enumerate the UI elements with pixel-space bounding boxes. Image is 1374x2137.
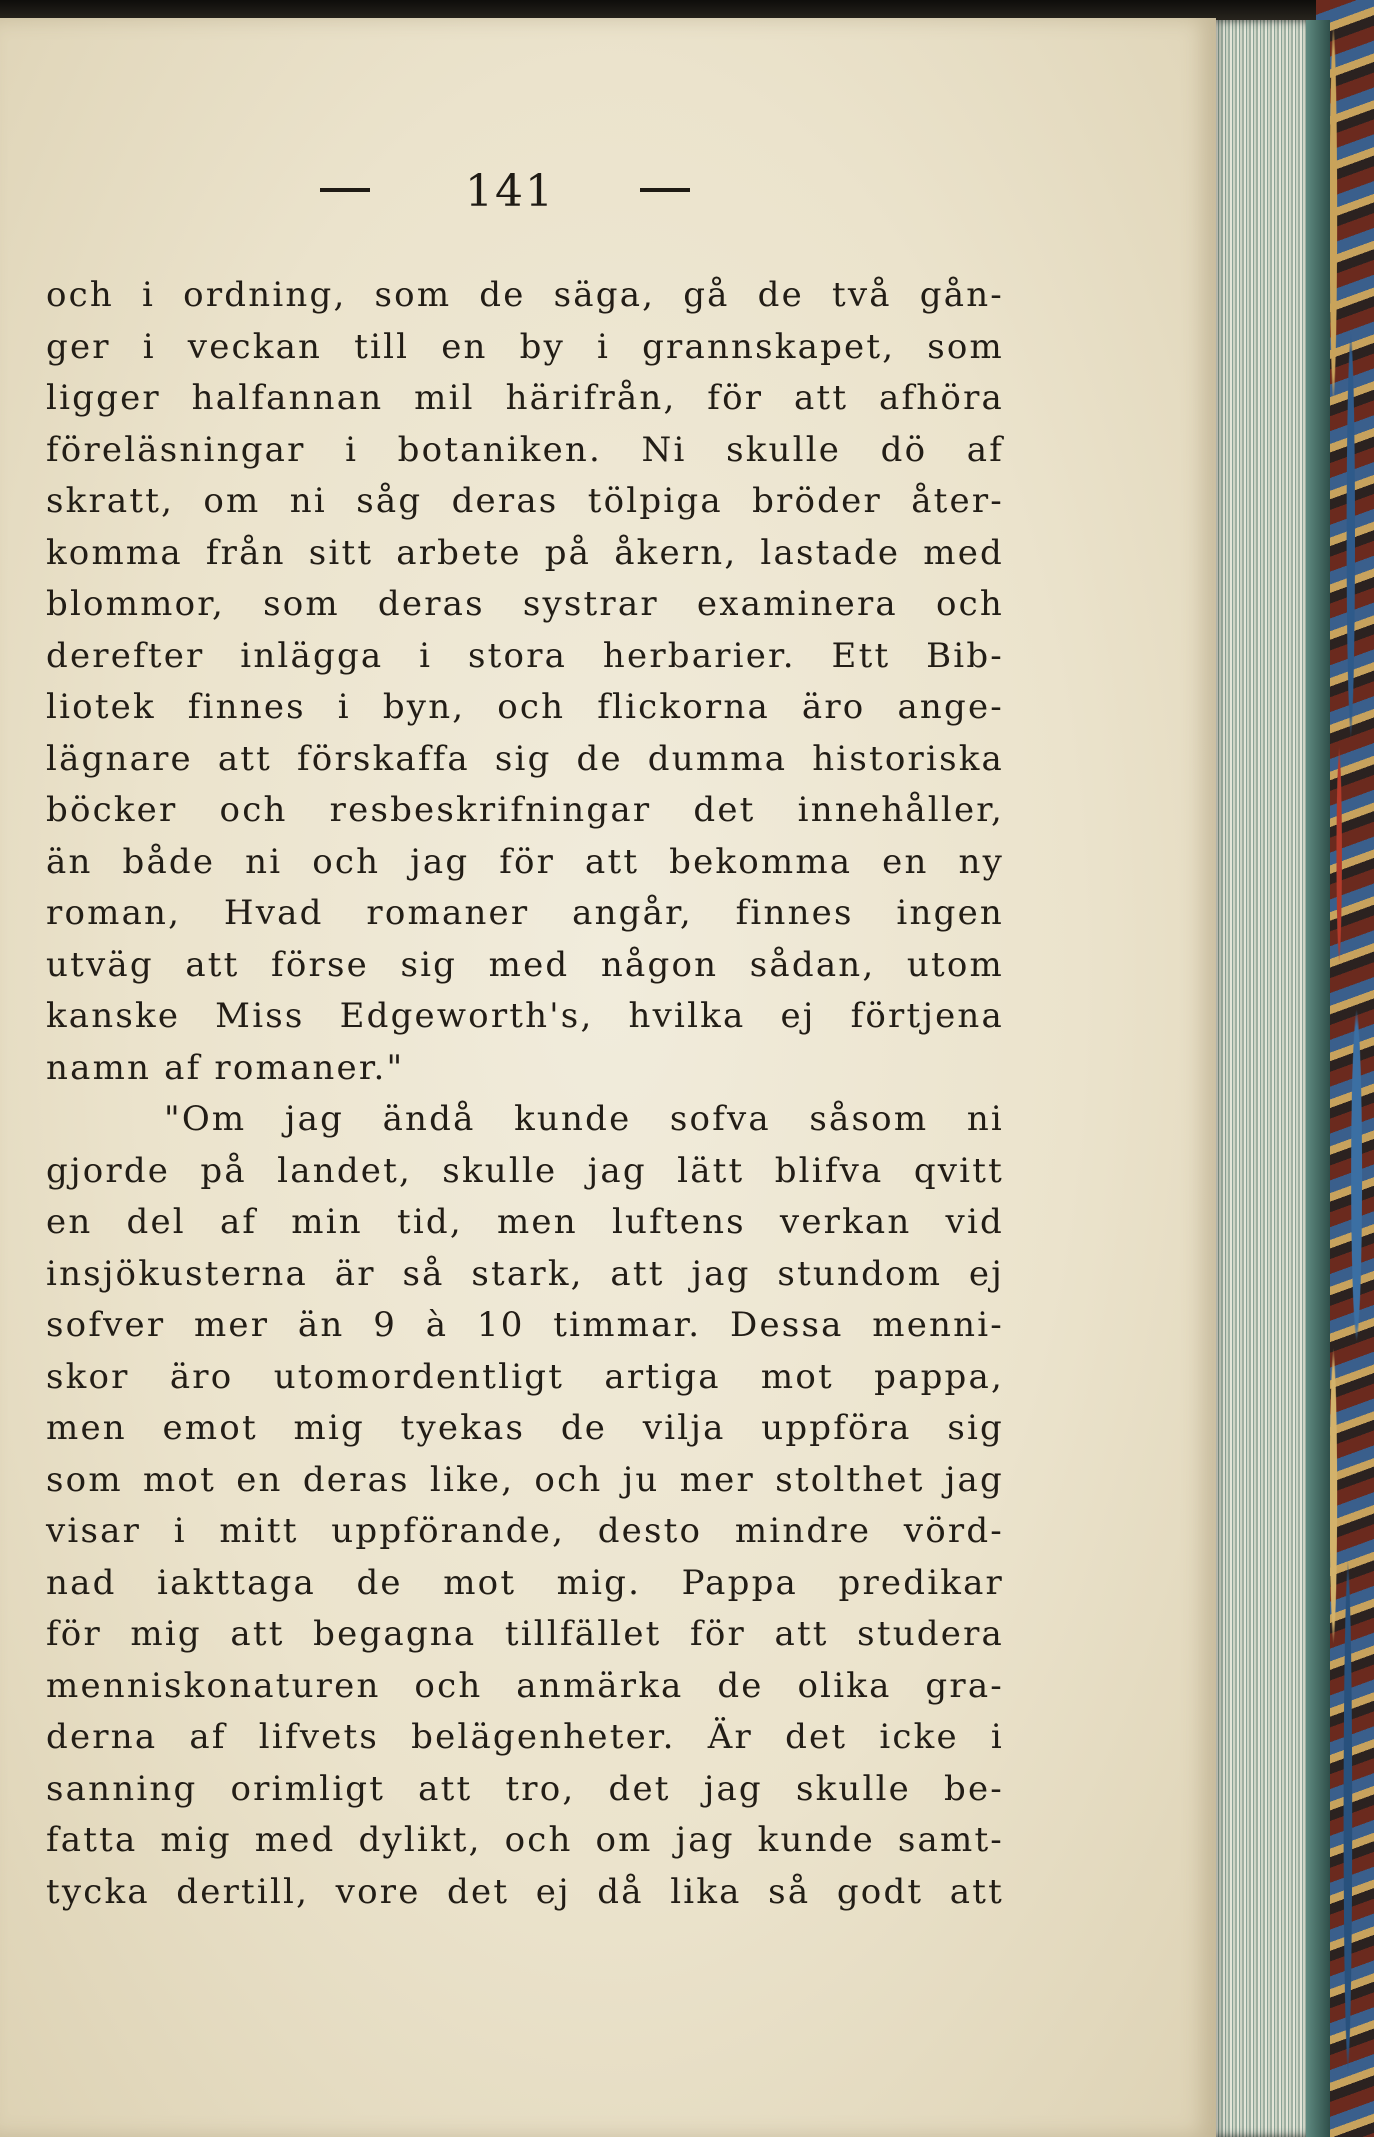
text-line: menniskonaturen och anmärka de olika gra- bbox=[46, 1665, 1004, 1706]
text-line: tycka dertill, vore det ej då lika så godt att bbox=[46, 1871, 1004, 1912]
text-line: liotek finnes i byn, och flickorna äro ange- bbox=[46, 687, 1004, 727]
text-line: blommor, som deras systrar examinera och bbox=[46, 584, 1004, 624]
text-line: nad iakttaga de mot mig. Pappa predikar bbox=[46, 1562, 1004, 1603]
text-line: föreläsningar i botaniken. Ni skulle dö af bbox=[46, 429, 1004, 470]
text-line: lägnare att förskaffa sig de dumma historiska bbox=[46, 738, 1004, 779]
text-line: visar i mitt uppförande, desto mindre vörd- bbox=[46, 1511, 1004, 1551]
header-dash-left bbox=[320, 188, 370, 192]
text-line: för mig att begagna tillfället för att studera bbox=[46, 1614, 1004, 1654]
text-line: och i ordning, som de säga, gå de två gån- bbox=[46, 275, 1004, 315]
text-line: gjorde på landet, skulle jag lätt blifva qvitt bbox=[46, 1150, 1004, 1191]
text-line: derna af lifvets belägenheter. Är det icke i bbox=[46, 1717, 1004, 1757]
text-line: sofver mer än 9 à 10 timmar. Dessa menni- bbox=[46, 1305, 1004, 1345]
text-line: komma från sitt arbete på åkern, lastade med bbox=[46, 532, 1004, 573]
text-line: ger i veckan till en by i grannskapet, som bbox=[46, 326, 1004, 367]
text-line: namn af romaner." bbox=[46, 1047, 405, 1088]
text-line: derefter inlägga i stora herbarier. Ett Bib- bbox=[46, 635, 1004, 676]
text-line: "Om jag ändå kunde sofva såsom ni bbox=[164, 1099, 1004, 1139]
body-text bbox=[46, 270, 1004, 1918]
header-dash-right bbox=[640, 188, 690, 192]
text-line: sanning orimligt att tro, det jag skulle be- bbox=[46, 1768, 1004, 1809]
text-line: roman, Hvad romaner angår, finnes ingen bbox=[46, 893, 1004, 933]
text-line: ligger halfannan mil härifrån, för att afhöra bbox=[46, 378, 1004, 418]
text-line: än både ni och jag för att bekomma en ny bbox=[46, 841, 1004, 882]
page-number: 141 bbox=[465, 166, 555, 217]
text-line: insjökusterna är så stark, att jag stundom ej bbox=[46, 1253, 1004, 1294]
book-page bbox=[0, 18, 1216, 2137]
text-line: fatta mig med dylikt, och om jag kunde samt- bbox=[46, 1820, 1004, 1860]
page-header bbox=[300, 166, 720, 226]
text-line: böcker och resbeskrifningar det innehåller, bbox=[46, 790, 1004, 830]
text-line: men emot mig tyekas de vilja uppföra sig bbox=[46, 1408, 1004, 1448]
text-line: skratt, om ni såg deras tölpiga bröder åter- bbox=[46, 481, 1004, 521]
book-fore-edge bbox=[1212, 20, 1330, 2137]
text-line: en del af min tid, men luftens verkan vid bbox=[46, 1202, 1004, 1242]
text-line: som mot en deras like, och ju mer stolthet jag bbox=[46, 1459, 1004, 1500]
text-line: utväg att förse sig med någon sådan, utom bbox=[46, 944, 1004, 985]
text-line: skor äro utomordentligt artiga mot pappa, bbox=[46, 1356, 1004, 1397]
text-line: kanske Miss Edgeworth's, hvilka ej förtjena bbox=[46, 996, 1004, 1036]
